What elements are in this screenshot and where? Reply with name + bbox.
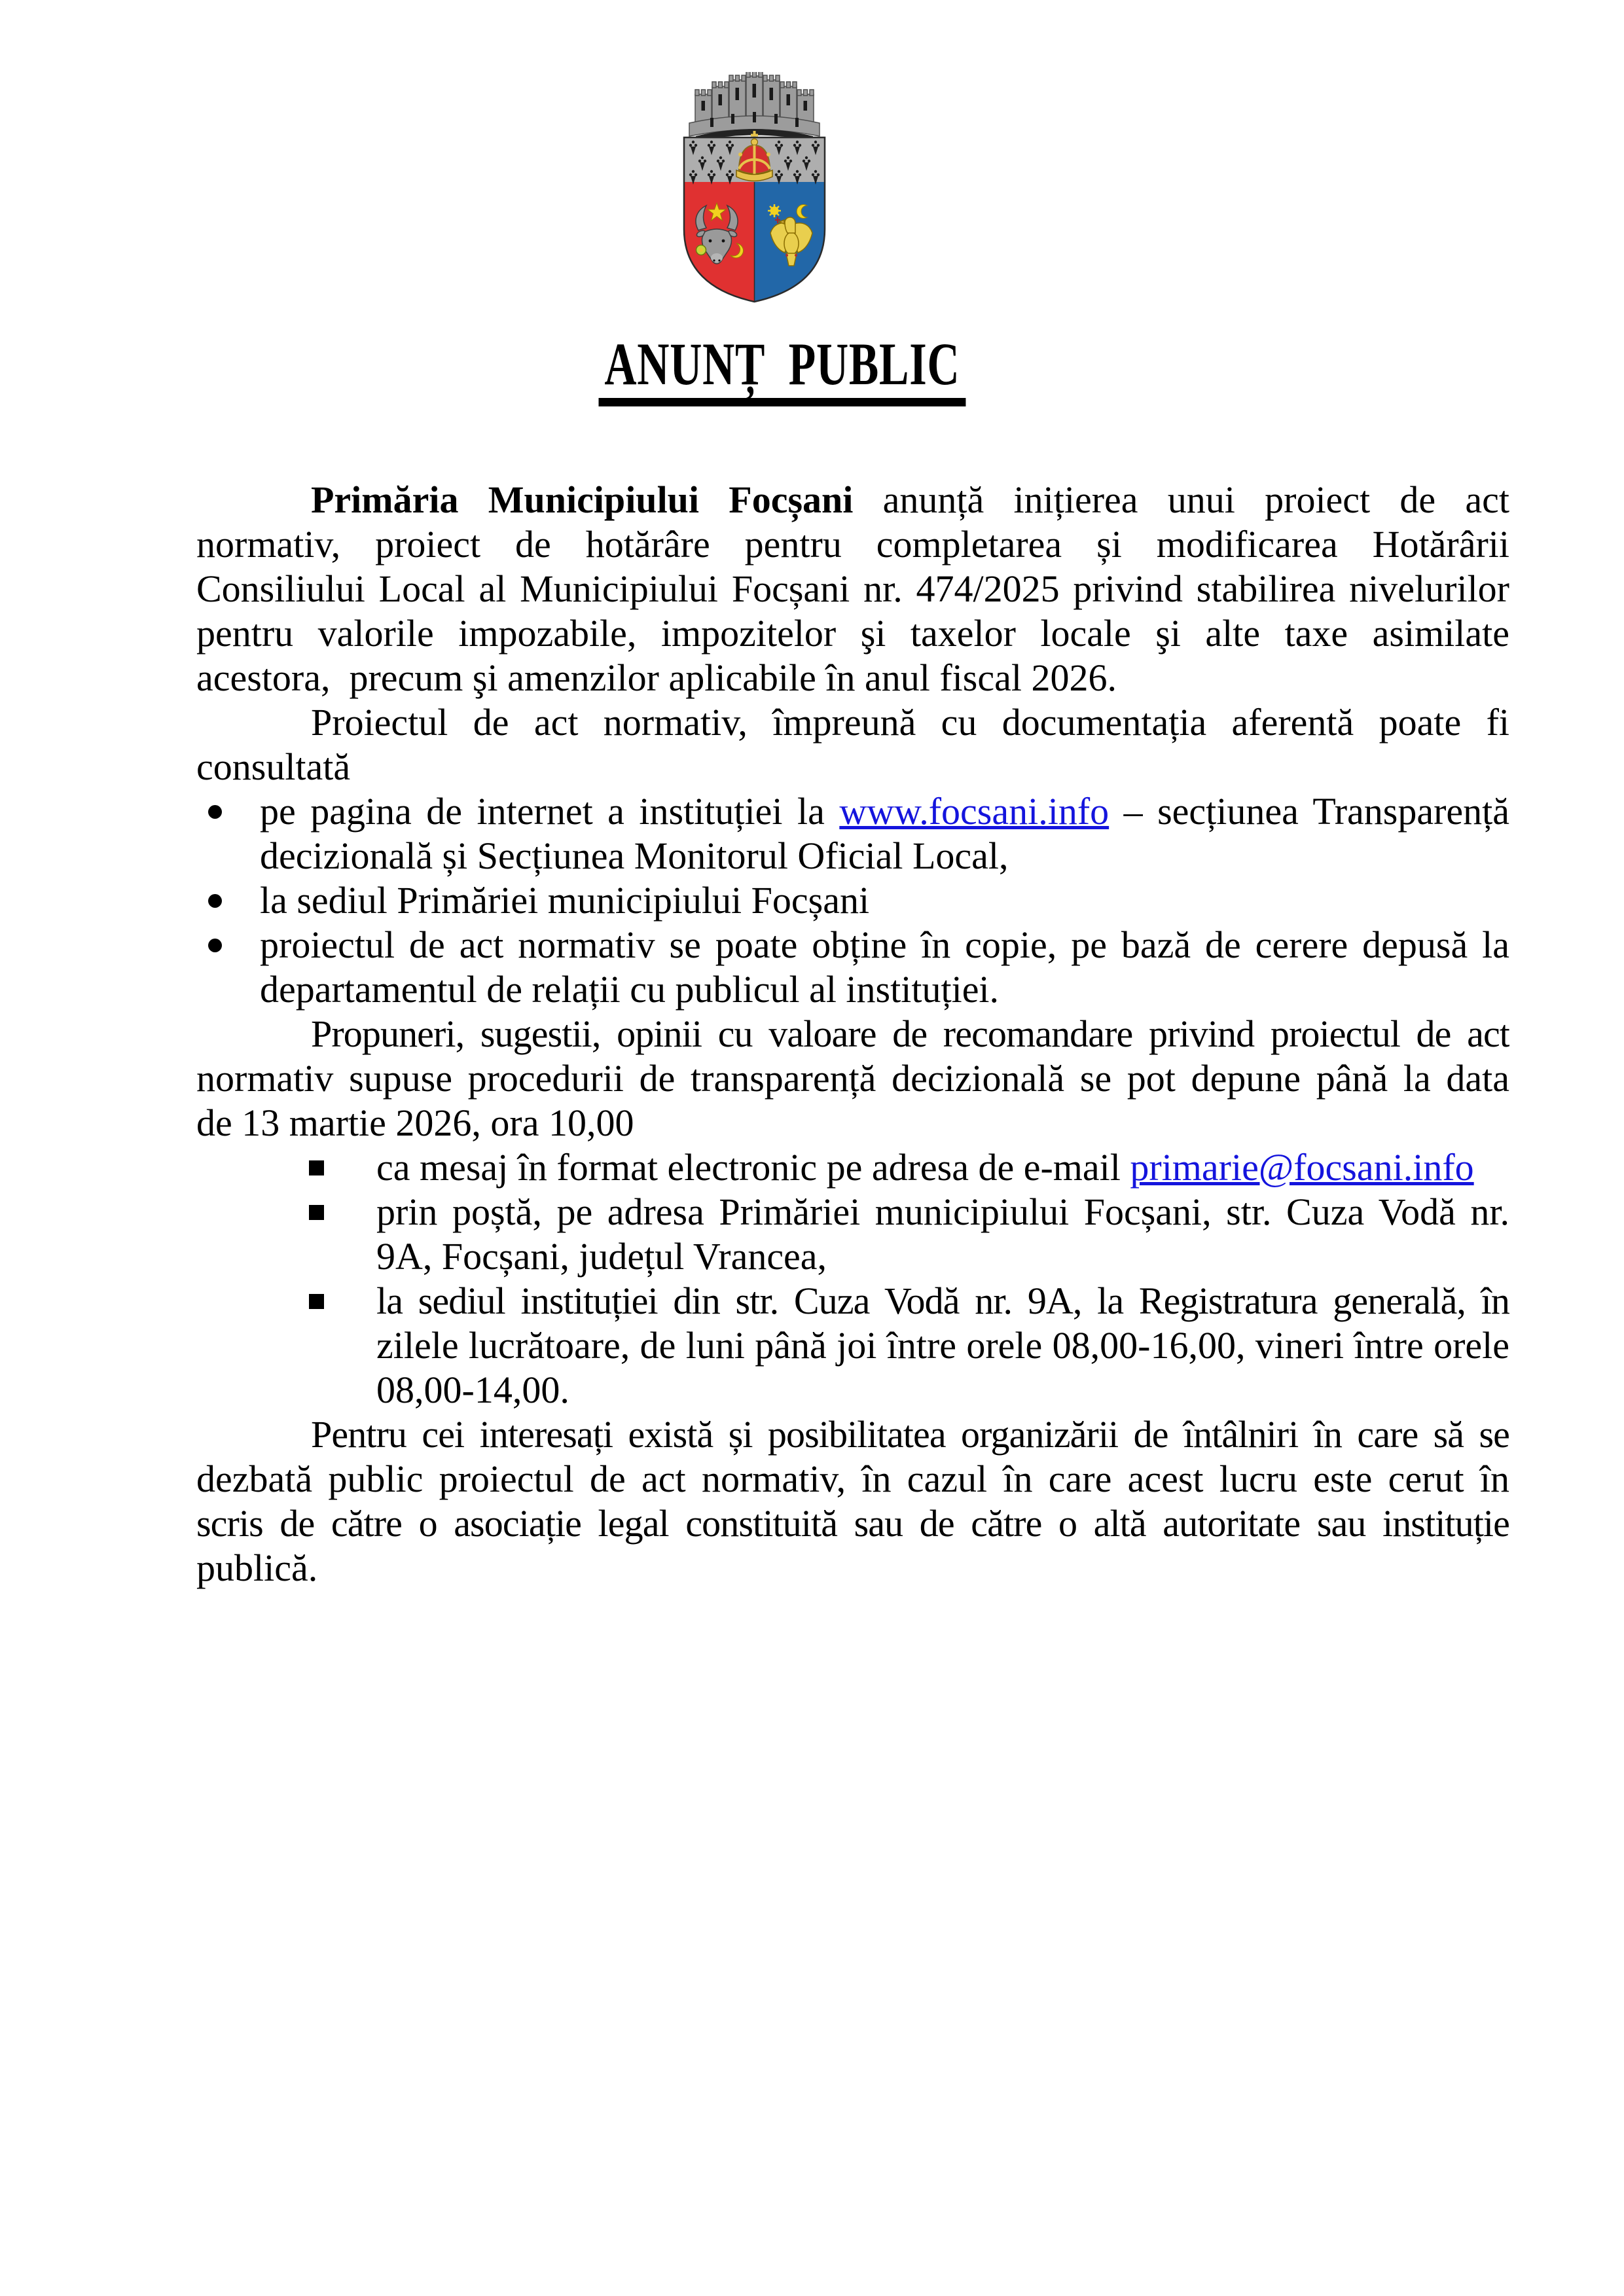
text-line: pentru valorile impozabile, impozitelor şi taxelor locale şi alte taxe asimilate xyxy=(196,612,1509,655)
text-line: Propuneri, sugestii, opinii cu valoare de recomandare privind proiectul de act xyxy=(311,1013,1509,1055)
text-line: departamentul de relații cu publicul al instituției. xyxy=(260,968,1000,1011)
disc-bullet-icon xyxy=(208,939,222,952)
text-line: zilele lucrătoare, de luni până joi între orele 08,00-16,00, vineri între orele xyxy=(376,1324,1509,1367)
text-line: prin poștă, pe adresa Primăriei municipiului Focșani, str. Cuza Vodă nr. xyxy=(376,1191,1509,1233)
text-line: normativ, proiect de hotărâre pentru completarea și modificarea Hotărârii xyxy=(196,523,1509,565)
text-line: proiectul de act normativ se poate obține în copie, pe bază de cerere depusă la xyxy=(260,924,1509,966)
list-item xyxy=(196,1190,1509,1279)
square-bullet-icon xyxy=(309,1205,324,1220)
text-line: Primăria Municipiului Focșani anunță inițierea unui proiect de act xyxy=(311,478,1509,521)
text-line: 9A, Focșani, județul Vrancea, xyxy=(376,1235,827,1278)
list-item xyxy=(196,878,1509,923)
text-line: acestora, precum şi amenzilor aplicabile în anul fiscal 2026. xyxy=(196,656,1117,699)
text-line: la sediul instituției din str. Cuza Vodă nr. 9A, la Registratura generală, în xyxy=(376,1280,1509,1322)
text-line: consultată xyxy=(196,745,351,788)
lead-bold-text: Primăria Municipiului Focșani xyxy=(311,478,854,521)
text-line: dezbată public proiectul de act normativ, în cazul în care acest lucru este cerut în xyxy=(196,1458,1509,1500)
square-bullet-icon xyxy=(309,1294,324,1309)
text-line: 08,00-14,00. xyxy=(376,1369,569,1411)
consult-paragraph xyxy=(196,700,1509,789)
disc-bullet-icon xyxy=(208,805,222,819)
list-item xyxy=(196,1279,1509,1412)
text-line: Proiectul de act normativ, împreună cu documentația aferentă poate fi xyxy=(311,701,1509,744)
text-line: Pentru cei interesați există și posibilitatea organizării de întâlniri în care să se xyxy=(311,1413,1509,1456)
list-item xyxy=(196,1145,1509,1190)
title-row xyxy=(0,331,1564,406)
sun-icon xyxy=(768,204,781,217)
consult-options-list xyxy=(196,789,1509,1012)
text-line: de 13 martie 2026, ora 10,00 xyxy=(196,1102,634,1144)
text-line: Consiliului Local al Municipiului Focșani nr. 474/2025 privind stabilirea nivelurilor xyxy=(196,567,1509,610)
document-body xyxy=(196,478,1509,1590)
text-line: decizională și Secțiunea Monitorul Oficial Local, xyxy=(260,834,1009,877)
closing-paragraph xyxy=(196,1412,1509,1590)
list-item xyxy=(196,789,1509,878)
text-line: ca mesaj în format electronic pe adresa de e-mail primarie@focsani.info xyxy=(376,1146,1474,1189)
text-line: la sediul Primăriei municipiului Focșani xyxy=(260,879,870,922)
submission-channels-list xyxy=(196,1145,1509,1412)
page-title: ANUNȚ PUBLIC xyxy=(599,334,966,406)
email-link[interactable]: primarie@focsani.info xyxy=(1130,1146,1474,1189)
list-item xyxy=(196,923,1509,1012)
intro-paragraph xyxy=(196,478,1509,700)
text-line: publică. xyxy=(196,1547,318,1589)
proposals-paragraph xyxy=(196,1012,1509,1145)
text-line: pe pagina de internet a instituției la www.focsani.info – secțiunea Transparență xyxy=(260,790,1509,833)
shield xyxy=(684,131,825,302)
text-line: scris de către o asociație legal constituită sau de către o altă autoritate sau instituție xyxy=(196,1502,1509,1545)
text-line: normativ supuse procedurii de transparență decizională se pot depune până la data xyxy=(196,1057,1509,1100)
square-bullet-icon xyxy=(309,1160,324,1175)
website-link[interactable]: www.focsani.info xyxy=(839,790,1110,833)
focsani-coat-of-arms xyxy=(679,72,830,303)
disc-bullet-icon xyxy=(208,894,222,908)
